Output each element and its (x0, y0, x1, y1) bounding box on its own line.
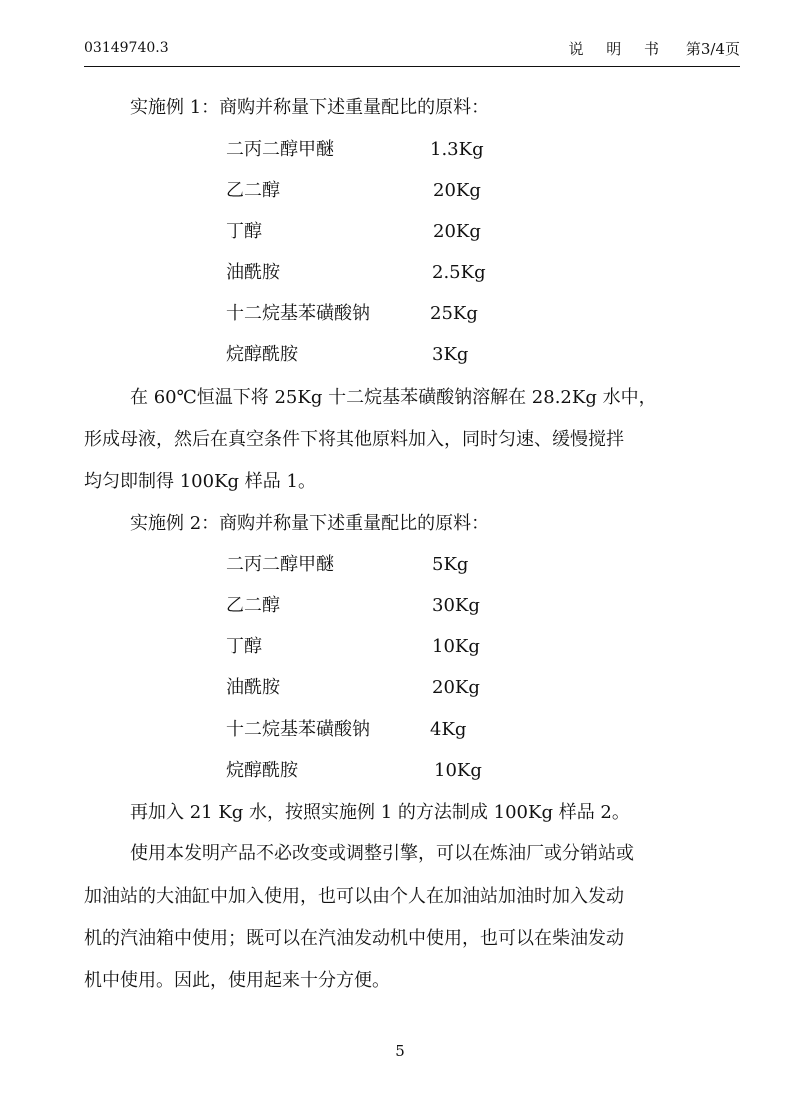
ingredient-amount: 20Kg (433, 180, 481, 201)
ingredient-row (0, 594, 800, 618)
page-reference: 第3/4页 (685, 40, 740, 58)
ingredient-amount: 10Kg (432, 636, 480, 657)
header-divider (84, 66, 740, 67)
ingredient-name: 烷醇酰胺 (226, 760, 298, 781)
ingredient-name: 丁醇 (226, 636, 262, 657)
ingredient-name: 丁醇 (226, 221, 262, 242)
ingredient-amount: 30Kg (432, 595, 480, 616)
ingredient-amount: 25Kg (430, 303, 478, 324)
ingredient-row (0, 759, 800, 783)
ingredient-row (0, 343, 800, 367)
ingredient-amount: 5Kg (432, 554, 469, 575)
ingredient-row (0, 261, 800, 285)
ingredient-amount: 20Kg (432, 677, 480, 698)
ingredient-row (0, 635, 800, 659)
usage-paragraph-line: 使用本发明产品不必改变或调整引擎，可以在炼油厂或分销站或 (130, 843, 634, 864)
ingredient-name: 油酰胺 (226, 677, 280, 698)
document-type: 说 明 书 (568, 40, 668, 58)
example1-paragraph-line: 均匀即制得 100Kg 样品 1。 (84, 471, 316, 492)
example1-paragraph-line: 形成母液，然后在真空条件下将其他原料加入，同时匀速、缓慢搅拌 (84, 429, 624, 450)
ingredient-name: 二丙二醇甲醚 (226, 554, 334, 575)
ingredient-row (0, 138, 800, 162)
ingredient-amount: 10Kg (434, 760, 482, 781)
example2-paragraph: 再加入 21 Kg 水，按照实施例 1 的方法制成 100Kg 样品 2。 (130, 802, 630, 823)
page-header (84, 36, 740, 60)
usage-paragraph-line: 机的汽油箱中使用；既可以在汽油发动机中使用，也可以在柴油发动 (84, 928, 624, 949)
document-id: 03149740.3 (84, 40, 169, 56)
ingredient-amount: 2.5Kg (432, 262, 486, 283)
example1-title: 实施例 1：商购并称量下述重量配比的原料： (130, 97, 490, 118)
page-number: 5 (395, 1042, 405, 1060)
ingredient-name: 乙二醇 (226, 180, 280, 201)
ingredient-name: 油酰胺 (226, 262, 280, 283)
ingredient-row (0, 220, 800, 244)
ingredient-row (0, 179, 800, 203)
ingredient-name: 乙二醇 (226, 595, 280, 616)
ingredient-row (0, 302, 800, 326)
ingredient-row (0, 676, 800, 700)
ingredient-name: 十二烷基苯磺酸钠 (226, 719, 370, 740)
ingredient-amount: 1.3Kg (430, 139, 484, 160)
ingredient-name: 二丙二醇甲醚 (226, 139, 334, 160)
ingredient-amount: 3Kg (432, 344, 469, 365)
ingredient-name: 烷醇酰胺 (226, 344, 298, 365)
ingredient-amount: 4Kg (430, 719, 467, 740)
example1-paragraph-line: 在 60℃恒温下将 25Kg 十二烷基苯磺酸钠溶解在 28.2Kg 水中， (130, 387, 657, 408)
example2-title: 实施例 2：商购并称量下述重量配比的原料： (130, 513, 490, 534)
ingredient-row (0, 718, 800, 742)
usage-paragraph-line: 加油站的大油缸中加入使用，也可以由个人在加油站加油时加入发动 (84, 886, 624, 907)
ingredient-amount: 20Kg (433, 221, 481, 242)
usage-paragraph-line: 机中使用。因此，使用起来十分方便。 (84, 970, 390, 991)
ingredient-row (0, 553, 800, 577)
ingredient-name: 十二烷基苯磺酸钠 (226, 303, 370, 324)
